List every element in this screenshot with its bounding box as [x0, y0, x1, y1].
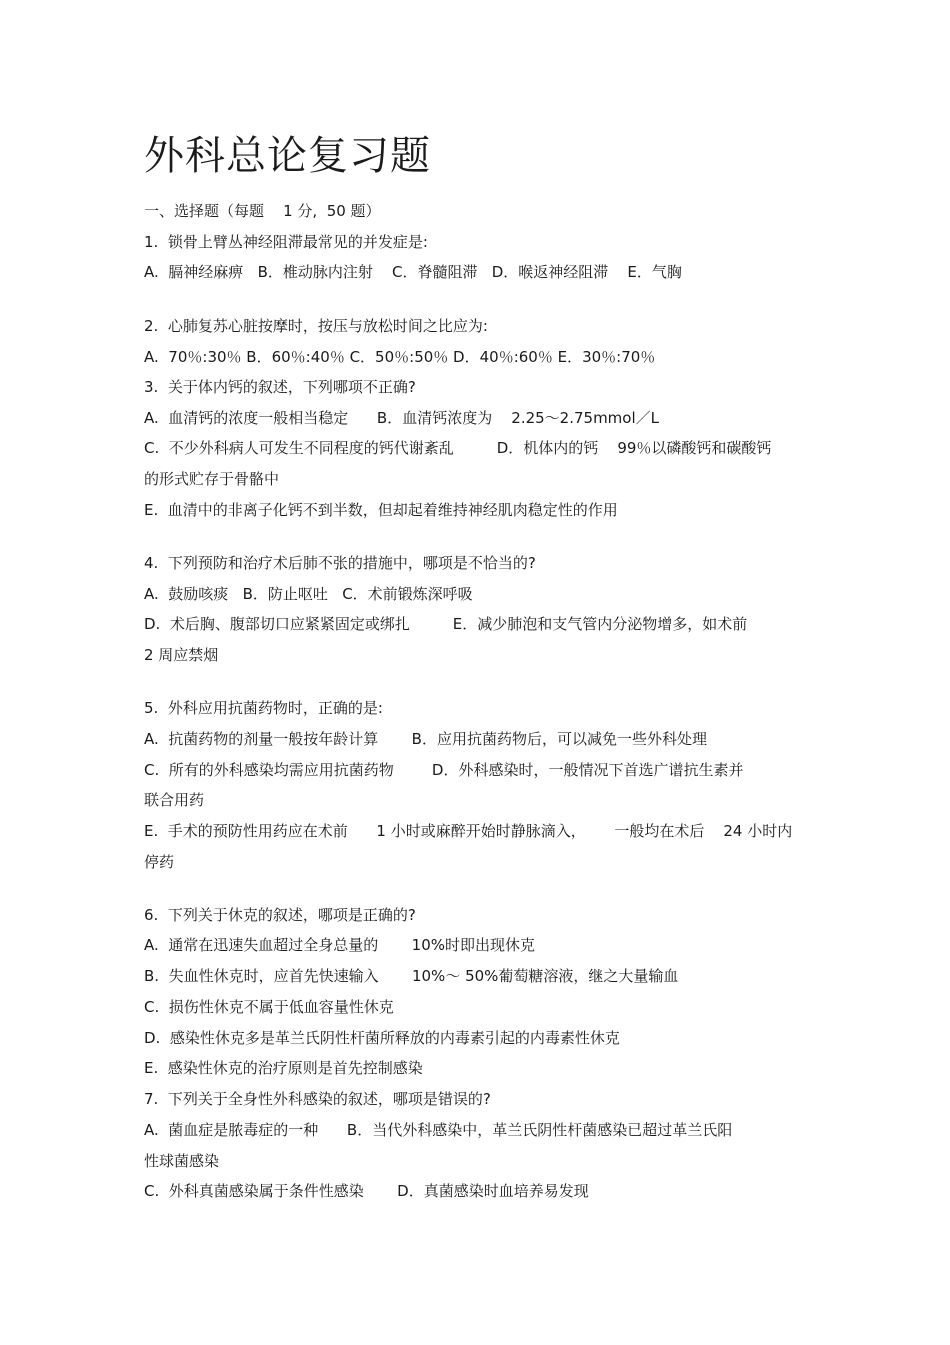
question-6-line: E. 感染性休克的治疗原则是首先控制感染	[144, 1059, 423, 1077]
question-1-stem: 1. 锁骨上臂丛神经阻滞最常见的并发症是:	[144, 233, 428, 251]
question-6-line: B. 失血性休克时，应首先快速输入 10%～ 50%葡萄糖溶液，继之大量输血	[144, 967, 679, 985]
question-5-line: 联合用药	[144, 791, 205, 809]
question-4-stem: 4. 下列预防和治疗术后肺不张的措施中，哪项是不恰当的?	[144, 554, 536, 572]
question-3-line: A. 血清钙的浓度一般相当稳定 B．血清钙浓度为 2.25～2.75mmol／L	[144, 409, 659, 427]
question-2-options: A. 70％:30％ B．60％:40％ C．50％:50％ D．40％:60％ E．30％:70％	[144, 348, 656, 366]
question-6-line: C. 损伤性休克不属于低血容量性休克	[144, 998, 394, 1016]
question-5-line: 停药	[144, 853, 175, 871]
question-7-stem: 7. 下列关于全身性外科感染的叙述，哪项是错误的?	[144, 1090, 491, 1108]
question-2-stem: 2. 心肺复苏心脏按摩时，按压与放松时间之比应为:	[144, 317, 488, 335]
question-6-stem: 6. 下列关于休克的叙述，哪项是正确的?	[144, 906, 416, 924]
question-5-line: C. 所有的外科感染均需应用抗菌药物 D．外科感染时，一般情况下首选广谱抗生素并	[144, 761, 744, 779]
question-3-line: E. 血清中的非离子化钙不到半数，但却起着维持神经肌肉稳定性的作用	[144, 501, 618, 519]
question-6-line: A. 通常在迅速失血超过全身总量的 10%时即出现休克	[144, 936, 536, 954]
question-3-line: 的形式贮存于骨骼中	[144, 470, 280, 488]
section-heading: 一、选择题（每题 1 分, 50 题）	[144, 202, 381, 220]
question-4-line: A. 鼓励咳痰 B．防止呕吐 C．术前锻炼深呼吸	[144, 585, 473, 603]
question-3-stem: 3. 关于体内钙的叙述，下列哪项不正确?	[144, 378, 416, 396]
question-3-line: C. 不少外科病人可发生不同程度的钙代谢紊乱 D．机体内的钙 99％以磷酸钙和碳酸钙	[144, 439, 772, 457]
document-title: 外科总论复习题	[144, 133, 431, 179]
question-5-stem: 5. 外科应用抗菌药物时，正确的是:	[144, 699, 383, 717]
question-5-line: A. 抗菌药物的剂量一般按年龄计算 B．应用抗菌药物后，可以减免一些外科处理	[144, 730, 707, 748]
question-4-line: D. 术后胸、腹部切口应紧紧固定或绑扎 E．减少肺泡和支气管内分泌物增多，如术前	[144, 615, 748, 633]
question-7-line: 性球菌感染	[144, 1152, 220, 1170]
question-4-line: 2 周应禁烟	[144, 646, 219, 664]
question-1-options: A. 膈神经麻痹 B．椎动脉内注射 C．脊髓阻滞 D．喉返神经阻滞 E．气胸	[144, 263, 682, 281]
question-6-line: D. 感染性休克多是革兰氏阴性杆菌所释放的内毒素引起的内毒素性休克	[144, 1029, 620, 1047]
question-7-line: A. 菌血症是脓毒症的一种 B．当代外科感染中，革兰氏阴性杆菌感染已超过革兰氏阳	[144, 1121, 733, 1139]
question-5-line: E. 手术的预防性用药应在术前 1 小时或麻醉开始时静脉滴入， 一般均在术后 24 小时内	[144, 822, 793, 840]
question-7-line: C. 外科真菌感染属于条件性感染 D．真菌感染时血培养易发现	[144, 1182, 589, 1200]
